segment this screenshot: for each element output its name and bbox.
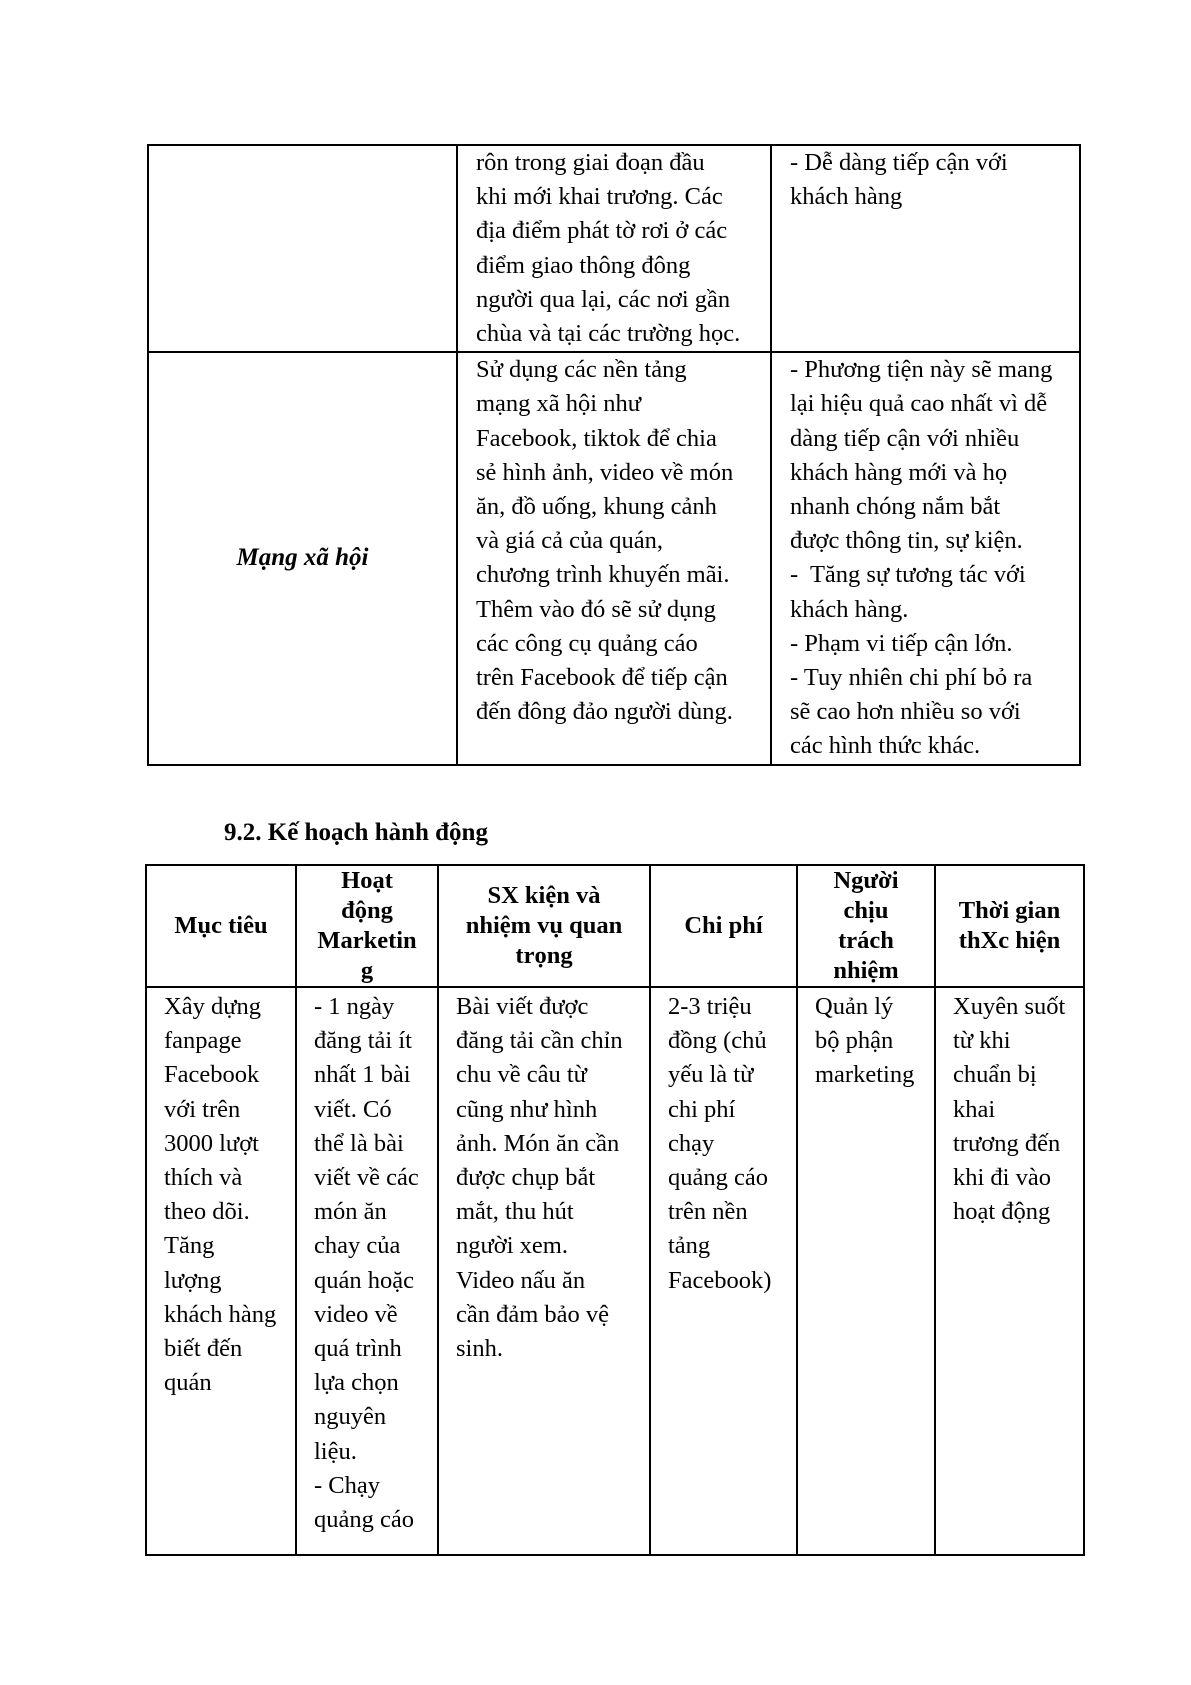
text-line: đăng tải cần chỉn xyxy=(456,1027,623,1055)
timeline-cell xyxy=(935,987,1084,1555)
text-line: chạy xyxy=(668,1129,715,1157)
text-line: người xem. xyxy=(456,1232,568,1260)
text-line: Bài viết được xyxy=(456,993,589,1020)
text-line: rôn trong giai đoạn đầu xyxy=(476,149,705,176)
description-text xyxy=(458,353,770,729)
text-line: video về xyxy=(314,1300,398,1328)
text-line: điểm giao thông đông xyxy=(476,251,691,279)
text-line: đăng tải ít xyxy=(314,1027,412,1055)
description-cell xyxy=(457,145,771,352)
responsible-cell xyxy=(797,987,935,1555)
header-events-tasks xyxy=(438,865,650,987)
events-tasks-cell xyxy=(438,987,650,1555)
text-line: lựa chọn xyxy=(314,1369,399,1397)
header-line: Marketin xyxy=(317,927,417,954)
header-line: SX kiện và xyxy=(487,882,601,909)
text-line: quá trình xyxy=(314,1335,402,1363)
text-line: chùa và tại các trường học. xyxy=(476,320,741,348)
cost-cell xyxy=(650,987,797,1555)
text-line: được thông tin, sự kiện. xyxy=(790,527,1023,555)
action-plan-table xyxy=(145,864,1085,1556)
evaluation-cell xyxy=(771,145,1080,352)
text-line: - Chạy xyxy=(314,1471,380,1499)
text-line: marketing xyxy=(815,1061,915,1089)
text-line: Quản lý xyxy=(815,993,894,1020)
header-line: thXc hiện xyxy=(958,927,1061,954)
text-line: Xuyên suốt xyxy=(953,993,1066,1020)
text-line: từ khi xyxy=(953,1027,1011,1055)
text-line: món ăn xyxy=(314,1198,387,1226)
header-line: nhiệm xyxy=(833,957,899,984)
header-line: g xyxy=(360,957,374,984)
objective-cell xyxy=(146,987,296,1555)
text-line: quán xyxy=(164,1369,212,1397)
text-line: viết về các xyxy=(314,1164,419,1192)
text-line: Tăng xyxy=(164,1232,215,1260)
evaluation-text xyxy=(772,353,1079,763)
header-line: Thời gian xyxy=(958,897,1061,924)
text-line: Video nấu ăn xyxy=(456,1266,586,1294)
text-line: Facebook, tiktok để chia xyxy=(476,424,717,452)
text-line: biết đến xyxy=(164,1335,243,1363)
section-heading: 9.2. Kế hoạch hành động xyxy=(224,819,488,846)
header-line: Chi phí xyxy=(684,912,763,939)
text-line: nhanh chóng nắm bắt xyxy=(790,493,1001,521)
text-line: sinh. xyxy=(456,1335,503,1363)
header-line: Hoạt xyxy=(341,867,393,894)
header-line: trách xyxy=(838,927,894,954)
text-line: trương đến xyxy=(953,1129,1061,1157)
text-line: khách hàng. xyxy=(790,595,909,623)
text-line: người qua lại, các nơi gần xyxy=(476,285,731,313)
text-line: 2-3 triệu xyxy=(668,993,752,1020)
text-line: cần đảm bảo vệ xyxy=(456,1300,610,1328)
text-line: khai xyxy=(953,1095,996,1123)
text-line: nhất 1 bài xyxy=(314,1061,411,1089)
text-line: quán hoặc xyxy=(314,1266,414,1294)
text-line: các hình thức khác. xyxy=(790,732,981,760)
text-line: chương trình khuyến mãi. xyxy=(476,561,730,589)
text-line: địa điểm phát tờ rơi ở các xyxy=(476,217,728,245)
text-line: chu về câu từ xyxy=(456,1061,587,1089)
text-line: khách hàng mới và họ xyxy=(790,458,1008,486)
channel-cell xyxy=(148,145,457,352)
text-line: khi đi vào xyxy=(953,1164,1051,1192)
table-header-row xyxy=(146,865,1084,987)
text-line: fanpage xyxy=(164,1027,242,1055)
text-line: sẽ cao hơn nhiều so với xyxy=(790,698,1021,726)
header-responsible xyxy=(797,865,935,987)
header-marketing-activity xyxy=(296,865,438,987)
text-line: và giá cả của quán, xyxy=(476,527,664,555)
text-line: Facebook) xyxy=(668,1266,772,1294)
text-line: đến đông đảo người dùng. xyxy=(476,698,733,726)
header-cost xyxy=(650,865,797,987)
table-row xyxy=(148,145,1080,352)
header-timeline xyxy=(935,865,1084,987)
text-line: dàng tiếp cận với nhiều xyxy=(790,424,1020,452)
description-text xyxy=(458,146,770,351)
text-line: liệu. xyxy=(314,1437,357,1465)
text-line: yếu là từ xyxy=(668,1061,754,1089)
evaluation-cell xyxy=(771,352,1080,764)
text-line: theo dõi. xyxy=(164,1198,250,1226)
text-line: Facebook xyxy=(164,1061,260,1089)
text-line: khi mới khai trương. Các xyxy=(476,183,723,211)
text-line: Xây dựng xyxy=(164,993,261,1020)
text-line: tảng xyxy=(668,1232,711,1260)
text-line: các công cụ quảng cáo xyxy=(476,629,698,657)
header-line: trọng xyxy=(515,942,573,969)
header-line: chịu xyxy=(843,897,889,924)
text-line: ảnh. Món ăn cần xyxy=(456,1129,620,1157)
channel-cell xyxy=(148,352,457,764)
text-line: chay của xyxy=(314,1232,401,1260)
table-row xyxy=(148,352,1080,764)
text-line: Thêm vào đó sẽ sử dụng xyxy=(476,595,716,623)
description-cell xyxy=(457,352,771,764)
text-line: chuẩn bị xyxy=(953,1061,1037,1089)
text-line: đồng (chủ xyxy=(668,1027,767,1055)
header-line: Người xyxy=(833,867,899,894)
channel-label: Mạng xã hội xyxy=(236,544,369,572)
marketing-channels-table xyxy=(147,144,1081,766)
text-line: sẻ hình ảnh, video về món xyxy=(476,458,734,486)
header-objective xyxy=(146,865,296,987)
text-line: - 1 ngày xyxy=(314,993,395,1020)
text-line: lượng xyxy=(164,1266,222,1294)
text-line: trên Facebook để tiếp cận xyxy=(476,664,728,692)
text-line: viết. Có xyxy=(314,1095,392,1123)
text-line: chi phí xyxy=(668,1095,736,1123)
text-line: - Tuy nhiên chi phí bỏ ra xyxy=(790,664,1033,692)
text-line: thích và xyxy=(164,1164,243,1192)
text-line: khách hàng xyxy=(790,183,903,211)
text-line: hoạt động xyxy=(953,1198,1051,1226)
text-line: khách hàng xyxy=(164,1300,277,1328)
text-line: mạng xã hội như xyxy=(476,390,642,418)
table-row xyxy=(146,987,1084,1555)
text-line: quảng cáo xyxy=(314,1506,414,1534)
text-line: bộ phận xyxy=(815,1027,894,1055)
header-line: động xyxy=(341,897,393,924)
evaluation-text xyxy=(772,146,1079,214)
text-line: trên nền xyxy=(668,1198,748,1226)
text-line: được chụp bắt xyxy=(456,1164,596,1192)
text-line: thể là bài xyxy=(314,1129,404,1157)
text-line: Sử dụng các nền tảng xyxy=(476,356,687,384)
text-line: ăn, đồ uống, khung cảnh xyxy=(476,493,717,521)
text-line: lại hiệu quả cao nhất vì dễ xyxy=(790,390,1048,418)
activity-cell xyxy=(296,987,438,1555)
text-line: với trên xyxy=(164,1095,241,1123)
text-line: 3000 lượt xyxy=(164,1129,259,1157)
text-line: - Dễ dàng tiếp cận với xyxy=(790,149,1008,176)
header-line: Mục tiêu xyxy=(174,912,268,939)
header-line: nhiệm vụ quan xyxy=(465,912,623,939)
text-line: cũng như hình xyxy=(456,1095,598,1123)
text-line: mắt, thu hút xyxy=(456,1198,574,1226)
text-line: - Phương tiện này sẽ mang xyxy=(790,356,1053,384)
text-line: - Phạm vi tiếp cận lớn. xyxy=(790,629,1013,657)
text-line: - Tăng sự tương tác với xyxy=(790,561,1026,589)
text-line: quảng cáo xyxy=(668,1164,768,1192)
text-line: nguyên xyxy=(314,1403,387,1431)
